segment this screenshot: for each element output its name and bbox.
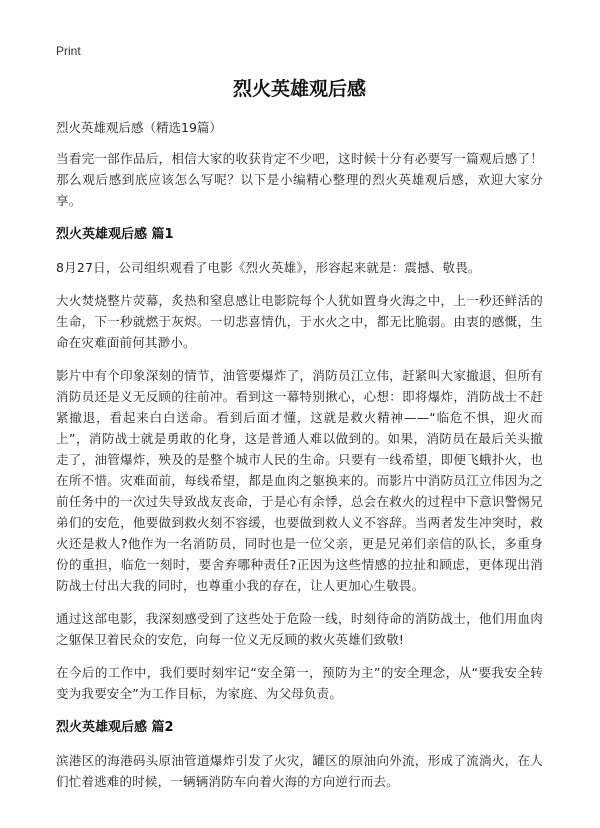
intro-paragraph: 当看完一部作品后，相信大家的收获肯定不少吧，这时候十分有必要写一篇观后感了！那么观后感到底应该怎么写呢？以下是小编精心整理的烈火英雄观后感，欢迎大家分享。 [56,151,543,208]
article-subtitle: 烈火英雄观后感（精选19篇） [56,120,222,135]
page-title: 烈火英雄观后感 [232,78,366,100]
section-1-paragraph-4: 通过这部电影，我深刻感受到了这些处于危险一线，时刻待命的消防战士，他们用血肉之躯保卫着民众的安危，向每一位义无反顾的救火英雄们致敬! [56,611,543,647]
section-1-paragraph-2: 大火焚烧整片荧幕，炙热和窒息感让电影院每个人犹如置身火海之中，上一秒还鲜活的生命，下一秒就燃于灰烬。一切悲喜情仇，于水火之中，都无比脆弱。由衷的感慨，生命在灾难面前何其渺小。 [56,293,543,350]
section-heading-2: 烈火英雄观后感 篇2 [56,720,174,735]
section-1-paragraph-3: 影片中有个印象深刻的情节，油管要爆炸了，消防员江立伟，赶紧叫大家撤退，但所有消防员还是义无反顾的往前冲。看到这一幕特别揪心，心想：即将爆炸，消防战士不赶紧撤退，看起来白白送命。看到后面才懂，这就是救火精神——“临危不惧，迎火而上”，消防战士就是勇敢的化身，这是普通人难以做到的。如果，消防员在最后关头撤走了，油管爆炸，殃及的是整个城市人民的生命。只要有一线希望，即便飞蛾扑火，也在所不惜。灾难面前，每线希望，都是血肉之躯换来的。而影片中消防员江立伟因为之前任务中的一次过失导致战友丧命，于是心有余悸，总会在救火的过程中下意识警惕兄弟们的安危，他要做到救火刻不容缓，也要做到救人义不容辞。当两者发生冲突时，救火还是救人?他作为一名消防员，同时也是一位父亲，更是兄弟们亲信的队长，多重身份的重担，临危一刻时，要舍弃哪种责任?正因为这些情感的拉扯和顾虑，更体现出消防战士付出大我的同时，也尊重小我的存在，让人更加心生敬畏。 [56,368,543,593]
section-heading-1: 烈火英雄观后感 篇1 [56,227,174,242]
print-link[interactable]: Print [56,44,81,58]
section-1-paragraph-1: 8月27日，公司组织观看了电影《烈火英雄》，形容起来就是：震撼、敬畏。 [56,260,481,275]
article-body [56,118,543,804]
section-2-paragraph-1: 滨港区的海港码头原油管道爆炸引发了火灾，罐区的原油向外流，形成了流淌火，在人们忙着逃难的时候，一辆辆消防车向着火海的方向逆行而去。 [56,753,543,789]
section-1-paragraph-5: 在今后的工作中，我们要时刻牢记“安全第一，预防为主”的安全理念，从“要我安全转变为我要安全”为工作目标，为家庭、为父母负责。 [56,665,543,701]
